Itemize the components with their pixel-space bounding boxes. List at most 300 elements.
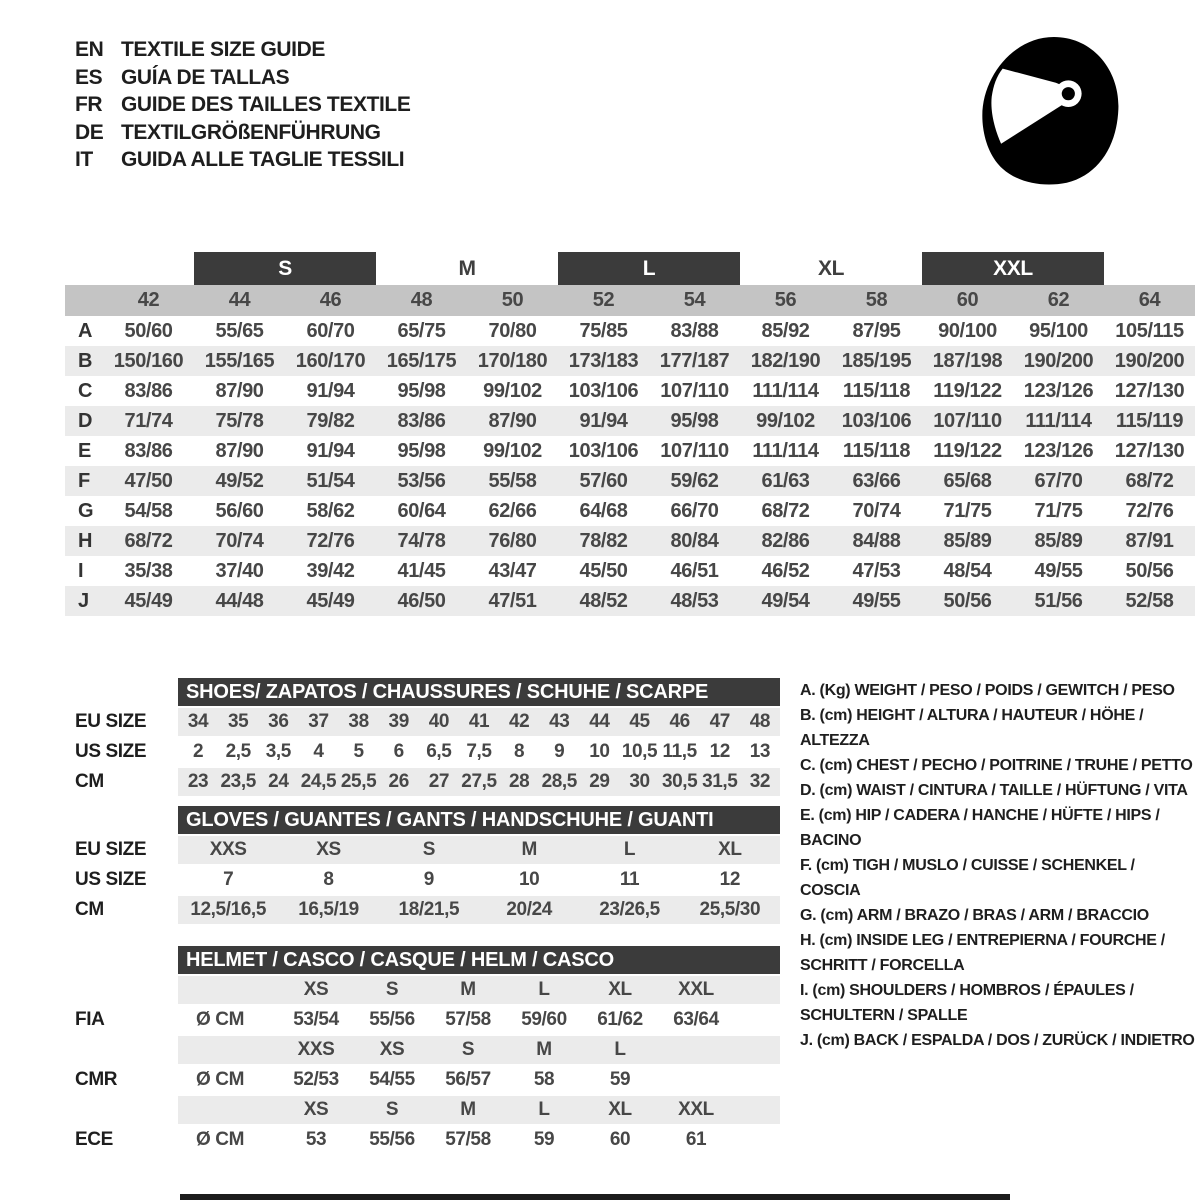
size-cell: 29 <box>589 771 610 792</box>
size-cell: 87/91 <box>1125 529 1174 552</box>
size-cell: 50/56 <box>943 589 992 612</box>
table-row <box>65 406 1195 436</box>
table-row <box>65 466 1195 496</box>
size-cell: 49/52 <box>215 469 264 492</box>
size-cell: 87/90 <box>488 409 537 432</box>
size-cell: 64/68 <box>579 499 628 522</box>
size-column-header: 64 <box>1138 289 1161 311</box>
size-column-header: 58 <box>865 289 888 311</box>
size-cell: 32 <box>749 771 771 792</box>
size-cell: 6,5 <box>426 741 452 762</box>
size-cell: 43 <box>549 711 570 732</box>
size-cell: 67/70 <box>1034 469 1083 492</box>
size-cell: 123/126 <box>1023 439 1094 462</box>
size-cell: 76/80 <box>488 529 537 552</box>
size-cell: L <box>623 839 636 860</box>
size-cell: 85/89 <box>943 529 992 552</box>
size-cell: 3,5 <box>265 741 291 762</box>
size-cell: 119/122 <box>933 439 1002 462</box>
size-cell: 39/42 <box>306 559 355 582</box>
size-cell: 68/72 <box>124 529 173 552</box>
size-cell: XXS <box>209 839 247 860</box>
size-label-cell: XXS <box>297 1039 335 1060</box>
size-cell: 63/66 <box>852 469 901 492</box>
language-title-list <box>75 36 410 174</box>
size-cell: 43/47 <box>488 559 537 582</box>
size-cell: 46/51 <box>670 559 719 582</box>
size-cell: 6 <box>393 741 404 762</box>
row-label: US SIZE <box>75 741 147 762</box>
empty-cell <box>178 1096 278 1124</box>
size-cell: 8 <box>323 869 334 890</box>
size-group-xl: XL <box>817 256 845 280</box>
table-row <box>65 768 780 796</box>
size-cell: 182/190 <box>750 349 821 372</box>
size-cell: 12 <box>719 869 740 890</box>
corner-cell <box>65 285 103 316</box>
size-cell: 9 <box>554 741 565 762</box>
size-cell: 61/62 <box>597 1009 643 1030</box>
row-label: B <box>78 349 93 372</box>
language-row <box>75 36 410 64</box>
size-column-header: 62 <box>1047 289 1070 311</box>
size-cell: 47 <box>709 711 730 732</box>
row-cells <box>178 1126 780 1154</box>
table-row <box>65 526 1195 556</box>
size-label-cell: S <box>385 1099 399 1120</box>
size-group-m: M <box>458 256 476 280</box>
size-cell: 10 <box>589 741 610 762</box>
size-cell: 60/64 <box>397 499 446 522</box>
size-label-cell: XL <box>608 1099 632 1120</box>
size-cell: 70/74 <box>215 529 264 552</box>
size-cell: 75/85 <box>579 319 628 342</box>
size-cell: 111/114 <box>1025 409 1092 432</box>
size-cell: 103/106 <box>568 379 639 402</box>
size-cell: 27 <box>428 771 450 792</box>
size-cell: 48 <box>749 711 771 732</box>
size-column-header: 44 <box>228 289 251 311</box>
helmet-data-row <box>65 1006 780 1034</box>
legend-item: A. (Kg) WEIGHT / PESO / POIDS / GEWITCH / PESO <box>800 682 1175 699</box>
size-cell: 84/88 <box>852 529 901 552</box>
size-cell: 79/82 <box>306 409 355 432</box>
row-cells <box>178 1006 780 1034</box>
size-cell: S <box>422 839 435 860</box>
size-cell: 150/160 <box>113 349 184 372</box>
size-cell: 78/82 <box>579 529 628 552</box>
table-row <box>65 346 1195 376</box>
size-cell: 48/54 <box>943 559 992 582</box>
size-cell: 62/66 <box>488 499 537 522</box>
size-cell: 187/198 <box>932 349 1003 372</box>
gloves-table-title: GLOVES / GUANTES / GANTS / HANDSCHUHE / GUANTI <box>178 806 780 834</box>
size-cell: 58/62 <box>306 499 355 522</box>
size-cell: 71/75 <box>1034 499 1083 522</box>
size-cell: 185/195 <box>841 349 912 372</box>
standard-label: CMR <box>75 1069 118 1090</box>
size-cell: 61/63 <box>761 469 810 492</box>
size-cell: 123/126 <box>1023 379 1094 402</box>
legend-item: I. (cm) SHOULDERS / HOMBROS / ÉPAULES / SCHULTERN / SPALLE <box>800 982 1134 1024</box>
size-cell: 12,5/16,5 <box>190 899 266 920</box>
size-cell: 25,5/30 <box>699 899 761 920</box>
row-label: US SIZE <box>75 869 147 890</box>
row-label: EU SIZE <box>75 711 147 732</box>
size-cell: 47/51 <box>488 589 537 612</box>
language-code: IT <box>75 148 93 171</box>
size-cell: 85/89 <box>1034 529 1083 552</box>
size-label-cell: M <box>460 1099 476 1120</box>
size-cell: 24,5 <box>300 771 337 792</box>
size-cell: 2,5 <box>225 741 251 762</box>
size-label-cell: XL <box>608 979 632 1000</box>
size-cell: 95/98 <box>397 379 446 402</box>
size-cell: 50/56 <box>1125 559 1174 582</box>
size-cell: 70/80 <box>488 319 537 342</box>
size-label-cell: L <box>538 1099 550 1120</box>
size-cell: 56/57 <box>445 1069 491 1090</box>
size-cell: 107/110 <box>933 409 1002 432</box>
size-cell: 7,5 <box>466 741 492 762</box>
size-cell: 127/130 <box>1114 439 1185 462</box>
size-label-cell: XXL <box>678 979 714 1000</box>
row-label: H <box>78 529 93 552</box>
row-cells <box>178 1096 780 1124</box>
size-cell: 99/102 <box>483 439 542 462</box>
size-cell: 65/68 <box>943 469 992 492</box>
language-title: GUÍA DE TALLAS <box>121 65 290 89</box>
size-label-cell: L <box>538 979 550 1000</box>
size-cell: 83/86 <box>397 409 446 432</box>
table-row <box>65 708 780 736</box>
size-cell: 47/50 <box>124 469 173 492</box>
legend-item: H. (cm) INSIDE LEG / ENTREPIERNA / FOURCHE / SCHRITT / FORCELLA <box>800 932 1165 974</box>
legend-item: E. (cm) HIP / CADERA / HANCHE / HÜFTE / HIPS / BACINO <box>800 807 1160 849</box>
size-cell: 55/65 <box>215 319 264 342</box>
size-cell: 30,5 <box>661 771 698 792</box>
size-cell: 11 <box>619 869 640 890</box>
size-cell: 72/76 <box>1125 499 1174 522</box>
size-column-header: 54 <box>683 289 706 311</box>
table-row <box>65 896 780 924</box>
size-cell: 45/50 <box>579 559 628 582</box>
size-cell: 49/54 <box>761 589 810 612</box>
size-cell: 91/94 <box>306 439 355 462</box>
row-label: F <box>78 469 90 492</box>
empty-cell <box>178 976 278 1004</box>
size-cell: 46/52 <box>761 559 810 582</box>
apparel-size-table <box>65 252 1195 616</box>
size-cell: 170/180 <box>477 349 548 372</box>
size-cell: 173/183 <box>568 349 639 372</box>
size-cell: 85/92 <box>761 319 810 342</box>
size-cell: 83/86 <box>124 379 173 402</box>
bottom-divider-bar <box>180 1194 1010 1200</box>
size-cell: 54/58 <box>124 499 173 522</box>
size-cell: 35 <box>228 711 249 732</box>
size-cell: 52/58 <box>1125 589 1174 612</box>
size-cell: 107/110 <box>660 439 729 462</box>
size-cell: 95/98 <box>397 439 446 462</box>
shoes-size-table <box>65 678 780 798</box>
size-number-header-row <box>65 285 1195 316</box>
size-cell: 37/40 <box>215 559 264 582</box>
row-label: C <box>78 379 93 402</box>
gloves-size-table <box>65 806 780 926</box>
size-group-header-row <box>65 252 1195 285</box>
row-label <box>65 976 178 1004</box>
size-cell: 41 <box>468 711 490 732</box>
size-cell: 45/49 <box>124 589 173 612</box>
size-cell: 28 <box>508 771 530 792</box>
size-cell: 40 <box>428 711 450 732</box>
size-cell: 91/94 <box>579 409 628 432</box>
size-cell: 65/75 <box>397 319 446 342</box>
size-cell: 13 <box>749 741 771 762</box>
size-cell: 41/45 <box>397 559 446 582</box>
size-cell: 72/76 <box>306 529 355 552</box>
size-cell: 2 <box>192 741 204 762</box>
size-cell: 51/54 <box>306 469 355 492</box>
size-cell: 71/75 <box>943 499 992 522</box>
size-cell: 111/114 <box>752 379 819 402</box>
size-cell: 46/50 <box>397 589 446 612</box>
size-cell: 48/52 <box>579 589 628 612</box>
row-label: I <box>78 559 84 582</box>
size-cell: 60 <box>609 1129 631 1150</box>
language-code: EN <box>75 38 104 61</box>
legend-item: F. (cm) TIGH / MUSLO / CUISSE / SCHENKEL / COSCIA <box>800 857 1135 899</box>
size-cell: 23,5 <box>220 771 256 792</box>
size-cell: 80/84 <box>670 529 719 552</box>
size-cell: 55/58 <box>488 469 537 492</box>
size-cell: 190/200 <box>1023 349 1094 372</box>
helmet-table-title: HELMET / CASCO / CASQUE / HELM / CASCO <box>178 946 780 974</box>
row-label <box>65 1036 178 1064</box>
size-cell: 83/88 <box>670 319 719 342</box>
legend-item: G. (cm) ARM / BRAZO / BRAS / ARM / BRACCIO <box>800 907 1149 924</box>
size-cell: 54/55 <box>369 1069 415 1090</box>
size-cell: 46 <box>669 711 690 732</box>
table-row <box>65 316 1195 346</box>
language-title: TEXTILE SIZE GUIDE <box>121 38 325 61</box>
size-cell: 24 <box>268 771 289 792</box>
size-column-header: 60 <box>956 289 979 311</box>
diameter-unit-cell: Ø CM <box>196 1069 245 1090</box>
size-cell: M <box>521 839 537 860</box>
size-cell: 155/165 <box>204 349 275 372</box>
size-column-header: 42 <box>137 289 160 311</box>
row-label: D <box>78 409 93 432</box>
language-row <box>75 119 410 147</box>
size-cell: 11,5 <box>662 741 697 762</box>
table-row <box>65 738 780 766</box>
size-cell: 23 <box>187 771 209 792</box>
size-cell: 45 <box>629 711 650 732</box>
size-cell: 20/24 <box>506 899 552 920</box>
size-cell: 87/95 <box>852 319 901 342</box>
language-title: GUIDE DES TAILLES TEXTILE <box>121 93 411 116</box>
size-group-xxl: XXL <box>922 252 1104 285</box>
table-row <box>65 436 1195 466</box>
size-column-header: 52 <box>592 289 615 311</box>
row-label: E <box>78 439 91 462</box>
row-cells <box>178 1036 780 1064</box>
row-label: CM <box>75 771 104 792</box>
size-cell: 35/38 <box>124 559 173 582</box>
legend-item: C. (cm) CHEST / PECHO / POITRINE / TRUHE / PETTO <box>800 757 1193 774</box>
table-row <box>65 836 780 864</box>
size-cell: 44 <box>589 711 610 732</box>
size-cell: 37 <box>308 711 329 732</box>
size-cell: 51/56 <box>1034 589 1083 612</box>
diameter-unit-cell: Ø CM <box>196 1009 245 1030</box>
shoes-table-title: SHOES/ ZAPATOS / CHAUSSURES / SCHUHE / SCARPE <box>178 678 780 706</box>
size-cell: 70/74 <box>852 499 901 522</box>
size-cell: 115/118 <box>842 379 911 402</box>
language-code: FR <box>75 93 103 116</box>
size-cell: 82/86 <box>761 529 810 552</box>
size-label-cell: S <box>385 979 399 1000</box>
size-cell: 105/115 <box>1115 319 1184 342</box>
language-title: TEXTILGRÖßENFÜHRUNG <box>121 120 381 144</box>
size-cell: 9 <box>423 869 434 890</box>
size-cell: 53/56 <box>397 469 446 492</box>
diameter-unit-cell: Ø CM <box>196 1129 245 1150</box>
size-cell: 57/60 <box>579 469 628 492</box>
size-cell: 59 <box>609 1069 631 1090</box>
size-cell: 90/100 <box>938 319 997 342</box>
row-cells <box>178 976 780 1004</box>
row-label: J <box>78 589 89 612</box>
size-cell: 12 <box>709 741 730 762</box>
table-row <box>65 586 1195 616</box>
size-cell: 115/118 <box>842 439 911 462</box>
row-cells <box>178 738 780 766</box>
size-cell: 10 <box>518 869 540 890</box>
row-cells <box>178 768 780 796</box>
size-cell: 111/114 <box>752 439 819 462</box>
size-cell: 45/49 <box>306 589 355 612</box>
row-label: G <box>78 499 94 522</box>
size-label-cell: L <box>614 1039 626 1060</box>
size-cell: 68/72 <box>761 499 810 522</box>
measurement-legend <box>800 678 1198 1053</box>
size-cell: 30 <box>629 771 650 792</box>
size-cell: 31,5 <box>702 771 738 792</box>
size-cell: 127/130 <box>1114 379 1185 402</box>
helmet-data-row <box>65 1066 780 1094</box>
language-code: ES <box>75 65 103 89</box>
size-cell: 28,5 <box>541 771 577 792</box>
size-column-header: 50 <box>501 289 524 311</box>
table-title-row <box>65 806 780 834</box>
language-row <box>75 146 410 174</box>
size-group-s: S <box>194 252 376 285</box>
size-cell: 26 <box>388 771 409 792</box>
size-cell: 42 <box>508 711 530 732</box>
size-cell: 53/54 <box>293 1009 339 1030</box>
size-cell: 59 <box>533 1129 555 1150</box>
language-row <box>75 91 410 119</box>
size-cell: 99/102 <box>483 379 542 402</box>
size-column-header: 46 <box>319 289 342 311</box>
size-cell: XS <box>316 839 341 860</box>
size-cell: 87/90 <box>215 439 264 462</box>
size-cell: 7 <box>223 869 234 890</box>
standard-label: FIA <box>75 1009 105 1030</box>
row-label: CM <box>75 899 104 920</box>
size-cell: 60/70 <box>306 319 355 342</box>
size-cell: 58 <box>533 1069 555 1090</box>
size-cell: 160/170 <box>295 349 366 372</box>
size-cell: 57/58 <box>445 1129 491 1150</box>
size-cell: 115/119 <box>1115 409 1184 432</box>
size-cell: 48/53 <box>670 589 719 612</box>
size-cell: 44/48 <box>215 589 264 612</box>
size-cell: 177/187 <box>659 349 730 372</box>
size-cell: 39 <box>388 711 409 732</box>
size-cell: 18/21,5 <box>398 899 460 920</box>
table-row <box>65 376 1195 406</box>
size-cell: 8 <box>514 741 525 762</box>
size-cell: 5 <box>353 741 364 762</box>
helmet-size-label-row <box>65 1036 780 1064</box>
row-cells <box>178 896 780 924</box>
size-cell: 52/53 <box>293 1069 339 1090</box>
size-cell: 68/72 <box>1125 469 1174 492</box>
size-cell: XL <box>718 839 742 860</box>
size-cell: 74/78 <box>397 529 446 552</box>
size-column-header: 48 <box>410 289 433 311</box>
size-cell: 47/53 <box>852 559 901 582</box>
size-column-header: 56 <box>774 289 797 311</box>
size-cell: 63/64 <box>673 1009 719 1030</box>
size-cell: 95/98 <box>670 409 719 432</box>
size-cell: 59/62 <box>670 469 719 492</box>
size-cell: 36 <box>268 711 289 732</box>
size-label-cell: XS <box>303 1099 329 1120</box>
empty-cell <box>178 1036 278 1064</box>
language-row <box>75 64 410 92</box>
size-cell: 83/86 <box>124 439 173 462</box>
size-cell: 119/122 <box>933 379 1002 402</box>
language-title: GUIDA ALLE TAGLIE TESSILI <box>121 148 405 171</box>
size-cell: 49/55 <box>1034 559 1083 582</box>
size-cell: 59/60 <box>521 1009 567 1030</box>
size-cell: 190/200 <box>1114 349 1185 372</box>
size-cell: 56/60 <box>215 499 264 522</box>
size-cell: 66/70 <box>670 499 719 522</box>
legend-item: B. (cm) HEIGHT / ALTURA / HAUTEUR / HÖHE / ALTEZZA <box>800 707 1144 749</box>
row-label: EU SIZE <box>75 839 147 860</box>
helmet-size-label-row <box>65 976 780 1004</box>
size-cell: 49/55 <box>852 589 901 612</box>
size-cell: 55/56 <box>369 1129 415 1150</box>
size-cell: 91/94 <box>306 379 355 402</box>
size-cell: 95/100 <box>1029 319 1088 342</box>
racing-helmet-icon <box>968 28 1128 200</box>
row-cells <box>178 708 780 736</box>
table-title-row <box>65 678 780 706</box>
size-cell: 16,5/19 <box>298 899 359 920</box>
size-label-cell: M <box>460 979 476 1000</box>
size-cell: 53 <box>305 1129 327 1150</box>
table-row <box>65 866 780 894</box>
helmet-size-table <box>65 946 780 1156</box>
size-cell: 75/78 <box>215 409 264 432</box>
